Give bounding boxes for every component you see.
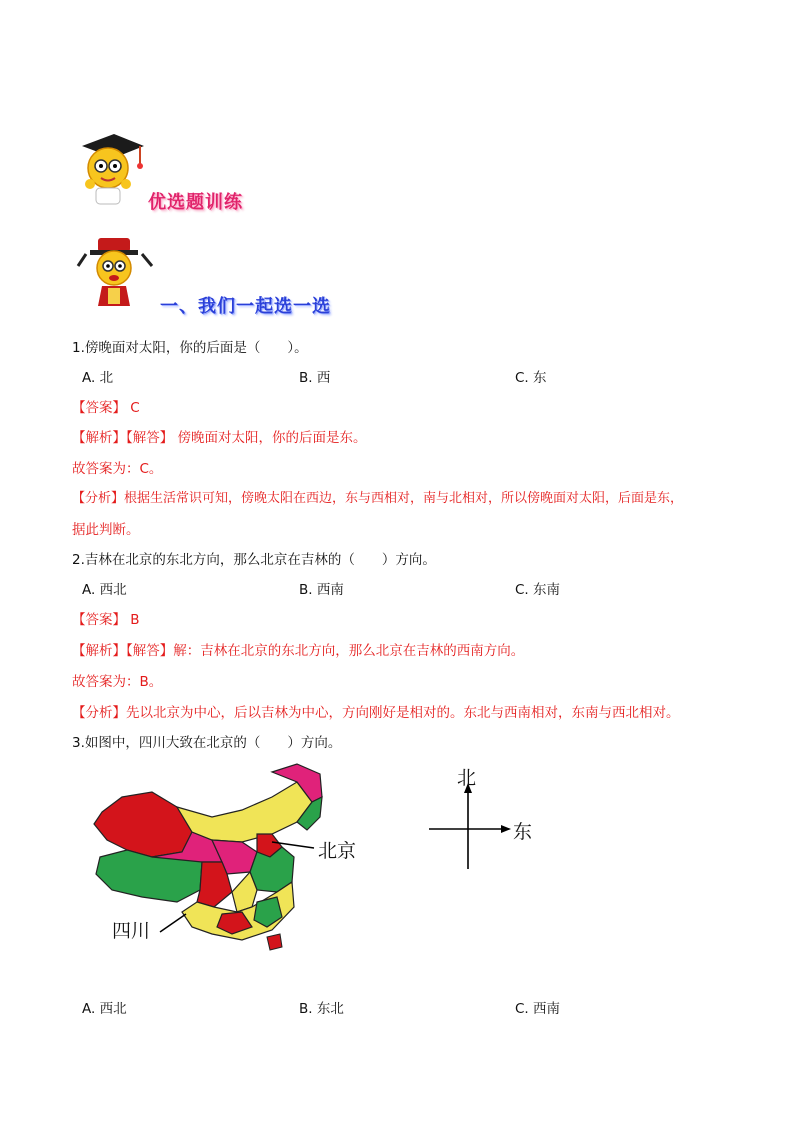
question-2-option-b[interactable]: B. 西南: [299, 582, 344, 598]
question-1-fenxi-line1: 【分析】根据生活常识可知，傍晚太阳在西边，东与西相对，南与北相对，所以傍晚面对太阳，后面是东，: [72, 491, 684, 506]
mascot-hat-icon: [76, 232, 156, 312]
question-1-analysis: 【解析】【解答】 傍晚面对太阳，你的后面是东。: [72, 430, 367, 446]
compass-north-label: 北: [457, 767, 477, 789]
question-1-conclusion: 故答案为：C。: [72, 461, 163, 477]
question-2-conclusion: 故答案为：B。: [72, 674, 163, 690]
question-2-option-c[interactable]: C. 东南: [515, 582, 561, 598]
section-title-choose: 一、我们一起选一选: [160, 296, 331, 317]
question-1-option-b[interactable]: B. 西: [299, 370, 331, 386]
question-3-option-a[interactable]: A. 西北: [82, 1001, 127, 1017]
question-1-stem: 1.傍晚面对太阳，你的后面是（ ）。: [72, 340, 308, 356]
compass-east-label: 东: [513, 821, 533, 843]
section-title-practice: 优选题训练: [148, 192, 243, 213]
question-1-fenxi-line2: 据此判断。: [72, 522, 140, 538]
map-label-sichuan: 四川: [112, 920, 151, 942]
question-3-stem: 3.如图中，四川大致在北京的（ ）方向。: [72, 735, 342, 751]
question-1-answer: 【答案】 C: [72, 400, 140, 416]
question-3-option-c[interactable]: C. 西南: [515, 1001, 561, 1017]
question-2-option-a[interactable]: A. 西北: [82, 582, 127, 598]
map-label-beijing: 北京: [318, 840, 357, 862]
compass: [425, 765, 540, 875]
question-2-analysis: 【解析】【解答】解：吉林在北京的东北方向，那么北京在吉林的西南方向。: [72, 643, 525, 659]
question-2-fenxi-line1: 【分析】先以北京为中心，后以吉林为中心，方向刚好是相对的。东北与西南相对，东南与西北相对。: [72, 705, 680, 721]
question-1-option-c[interactable]: C. 东: [515, 370, 547, 386]
mascot-graduate-icon: [74, 128, 146, 212]
question-2-stem: 2.吉林在北京的东北方向，那么北京在吉林的（ ）方向。: [72, 552, 436, 568]
question-2-answer: 【答案】 B: [72, 612, 140, 628]
question-3-option-b[interactable]: B. 东北: [299, 1001, 344, 1017]
china-map: [82, 762, 372, 962]
question-1-option-a[interactable]: A. 北: [82, 370, 114, 386]
